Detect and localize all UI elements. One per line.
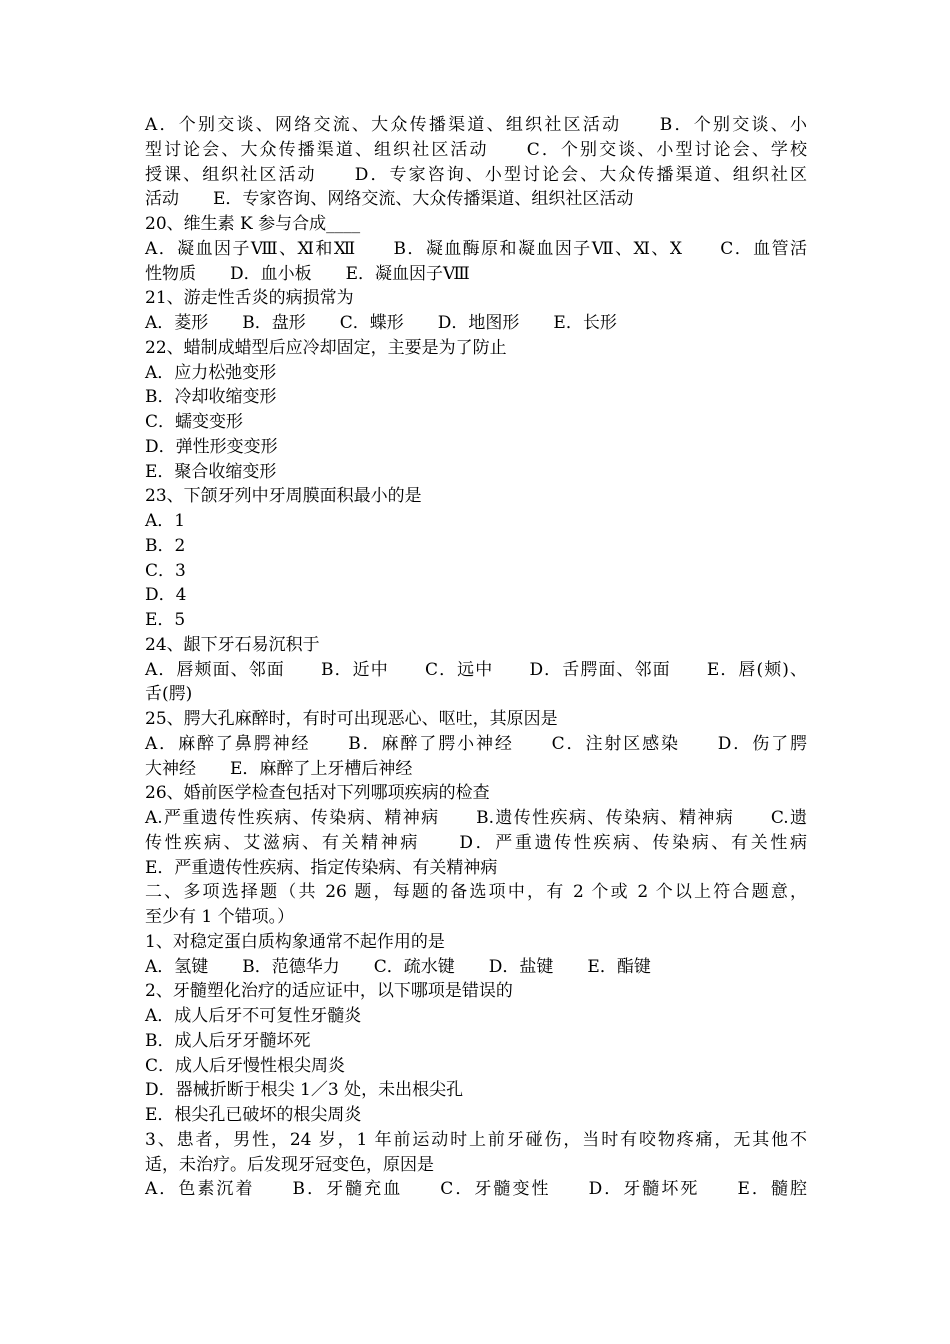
question-24-title: 24、龈下牙石易沉积于 [145,634,320,655]
text-line: 型讨论会、大众传播渠道、组织社区活动 C．个别交谈、小型讨论会、学校 [145,139,807,160]
option-a: A．应力松弛变形 [145,362,277,383]
question-21-title: 21、游走性舌炎的病损常为 [145,288,354,309]
question-20-title: 20、维生素 K 参与合成____ [145,214,361,234]
option-d: D．器械折断于根尖 1／3 处，未出根尖孔 [145,1080,464,1101]
document-page [145,113,807,1202]
text-line: A．色素沉着 B．牙髓充血 C．牙髓变性 D．牙髓坏死 E．髓腔 [145,1179,807,1200]
option-a: A．1 [145,511,186,531]
option-b: B．成人后牙牙髓坏死 [145,1030,311,1051]
text-line: A．麻醉了鼻腭神经 B．麻醉了腭小神经 C．注射区感染 D．伤了腭 [145,733,807,754]
section-heading: 二、多项选择题（共 26 题，每题的备选项中，有 2 个或 2 个以上符合题意， [145,882,807,903]
question-23-title: 23、下颌牙列中牙周膜面积最小的是 [145,486,422,507]
text-line: 授课、组织社区活动 D．专家咨询、小型讨论会、大众传播渠道、组织社区 [145,164,807,185]
text-line: A．个别交谈、网络交流、大众传播渠道、组织社区活动 B．个别交谈、小 [145,115,807,135]
question-26-title: 26、婚前医学检查包括对下列哪项疾病的检查 [145,783,490,804]
section-heading: 至少有 1 个错项。） [145,907,295,927]
text-line: A．氢键 B．范德华力 C．疏水键 D．盐键 E．酯键 [145,956,651,977]
option-e: E．根尖孔已破坏的根尖周炎 [145,1105,362,1125]
text-line: 传性疾病、艾滋病、有关精神病 D．严重遗传性疾病、传染病、有关性病 [145,832,807,853]
question-3-title: 3、患者，男性，24 岁，1 年前运动时上前牙碰伤，当时有咬物疼痛，无其他不 [145,1129,807,1150]
text-line: 舌(腭) [145,684,193,705]
question-2-title: 2、牙髓塑化治疗的适应证中，以下哪项是错误的 [145,981,513,1002]
option-a: A．成人后牙不可复性牙髓炎 [145,1006,362,1026]
option-c: C．3 [145,560,186,581]
question-22-title: 22、蜡制成蜡型后应冷却固定，主要是为了防止 [145,337,507,358]
option-b: B．冷却收缩变形 [145,387,277,408]
text-line: E．严重遗传性疾病、指定传染病、有关精神病 [145,857,498,878]
text-line: 性物质 D．血小板 E．凝血因子Ⅷ [145,263,470,284]
text-line: A．菱形 B．盘形 C．蝶形 D．地图形 E．长形 [145,313,617,333]
text-line: A.严重遗传性疾病、传染病、精神病 B.遗传性疾病、传染病、精神病 C.遗 [145,808,807,828]
option-d: D．弹性形变变形 [145,436,278,457]
text-line: 活动 E．专家咨询、网络交流、大众传播渠道、组织社区活动 [145,189,634,210]
option-d: D．4 [145,585,187,606]
text-line: 适，未治疗。后发现牙冠变色，原因是 [145,1154,434,1175]
option-e: E．5 [145,610,186,630]
text-line: A．凝血因子Ⅷ、Ⅺ和Ⅻ B．凝血酶原和凝血因子Ⅶ、Ⅺ、Ⅹ C．血管活 [145,238,807,259]
option-e: E．聚合收缩变形 [145,461,277,482]
option-c: C．成人后牙慢性根尖周炎 [145,1055,346,1076]
text-line: A．唇颊面、邻面 B．近中 C．远中 D．舌腭面、邻面 E．唇(颊)、 [145,659,807,680]
option-c: C．蠕变变形 [145,412,244,432]
option-b: B．2 [145,535,186,556]
question-1-title: 1、对稳定蛋白质构象通常不起作用的是 [145,931,445,952]
text-line: 大神经 E．麻醉了上牙槽后神经 [145,758,413,779]
question-25-title: 25、腭大孔麻醉时，有时可出现恶心、呕吐，其原因是 [145,709,558,729]
